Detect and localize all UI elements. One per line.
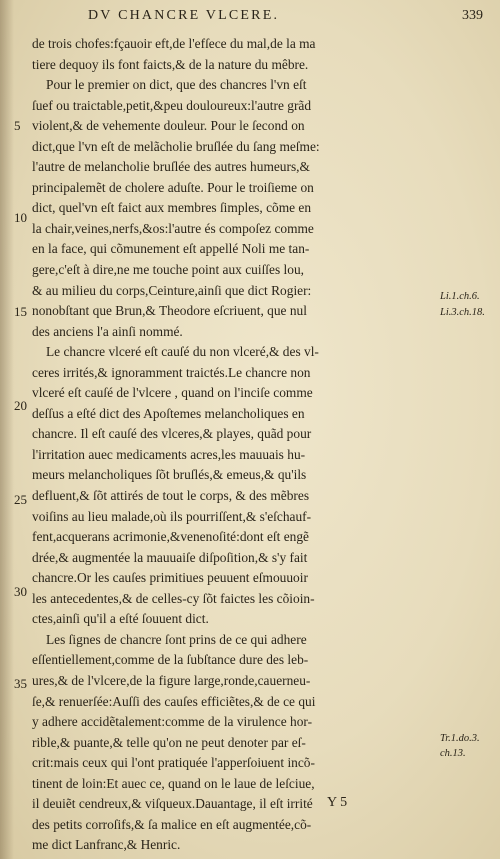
text-line: la chair,veines,nerfs,&os:l'autre és compoſez comme [32,220,314,236]
text-line: crit:mais ceux qui l'ont pratiquée l'apperſoiuent incõ- [32,755,315,771]
running-title: DV CHANCRE VLCERE. [88,8,280,23]
line-number-30: 30 [14,584,27,599]
text-line: il deuiẽt cendreux,& viſqueux.Dauantage, il eſt irrité [32,796,313,812]
line-number-15: 15 [14,304,27,319]
text-line: drée,& augmentée la mauuaiſe diſpoſition,& s'y fait [32,549,308,565]
margin-note: ch.13. [440,748,466,759]
text-line: ſuef ou traictable,petit,&peu douloureux:l'autre grãd [32,97,312,113]
gutter-shadow [0,0,14,859]
text-line: deſſus a eſté dict des Apoſtemes melancholiques en [32,405,305,421]
text-line: tinent de loin:Et auec ce, quand on le laue de leſciue, [32,775,315,791]
text-line: rible,& puante,& telle qu'on ne peut denoter par eſ- [32,734,306,750]
margin-note: Li.3.ch.18. [440,307,485,318]
text-line: l'irritation auec medicaments acres,les mauuais hu- [32,446,306,462]
text-line: en la face, qui cõmunement eſt appellé Noli me tan- [32,241,310,257]
margin-note: Li.1.ch.6. [440,291,480,302]
text-line: ures,& de l'vlcere,de la figure large,ronde,cauerneu- [32,672,311,688]
text-line: Le chancre vlceré eſt cauſé du non vlceré,& des vl- [46,344,319,360]
text-line: l'autre de melancholie bruſlée des autres humeurs,& [32,159,310,175]
text-line: voiſins au lieu malade,où ils pourriſſent,& s'eſchauf- [32,508,312,524]
text-line: chancre.Or les cauſes primitiues peuuent eſmouuoir [32,570,308,586]
text-line: les antecedentes,& de celles-cy ſõt faictes les cõioin- [32,590,315,606]
line-number-10: 10 [14,210,27,225]
text-line: ctes,ainſi qu'il a eſté ſouuent dict. [32,611,209,627]
text-line: y adhere accidẽtalement:comme de la virulence hor- [32,714,313,730]
page-header [88,8,483,30]
text-line: Pour le premier on dict, que des chancres l'vn eſt [46,77,307,93]
text-line: vlceré eſt cauſé de l'vlcere , quand on l'inciſe comme [32,385,313,401]
text-line: principalemẽt de cholere aduſte. Pour le troiſieme on [32,179,314,195]
text-line: dict,que l'vn eſt de melãcholie bruſlée du ſang meſme: [32,138,320,154]
text-line: & au milieu du corps,Ceinture,ainſi que dict Rogier: [32,282,312,298]
text-line: des petits corroſifs,& ſa malice en eſt augmentée,cõ- [32,816,312,832]
text-line: des anciens l'a ainſi nommé. [32,323,183,339]
text-line: Les ſignes de chancre ſont prins de ce qui adhere [46,631,307,647]
line-number-25: 25 [14,492,27,507]
text-line: ceres irrités,& ignoramment traictés.Le chancre non [32,364,311,380]
text-line: chancre. Il eſt cauſé des vlceres,& playes, quãd pour [32,426,312,442]
page-number: 339 [462,8,483,23]
text-line: dict, quel'vn eſt faict aux membres ſimples, cõme en [32,200,312,216]
text-line: violent,& de vehemente douleur. Pour le ſecond on [32,118,305,134]
text-line: eſſentiellement,comme de la ſubſtance dure des leb- [32,652,309,668]
text-line: tiere dequoy ils font faicts,& de la nature du mêbre. [32,56,309,72]
body-text [32,34,414,856]
line-number-35: 35 [14,676,27,691]
text-line: ſe,& renuerſée:Auſſi des cauſes efficiẽtes,& de ce qui [32,693,316,709]
text-line: me dict Lanfranc,& Henric. [32,837,181,853]
text-line: gere,c'eſt à dire,ne me touche point aux cuiſſes lou, [32,262,304,278]
text-line: fent,acquerans acrimonie,&venenoſité:dont eſt engẽ [32,529,309,545]
margin-note: Tr.1.do.3. [440,733,480,744]
text-line: defluent,& ſõt attirés de tout le corps, & des mẽbres [32,488,310,504]
text-line: de trois chofes:fçauoir eft,de l'efſece du mal,de la ma [32,36,316,51]
line-number-20: 20 [14,398,27,413]
catchword-signature: Y 5 [327,795,348,810]
text-line: nonobſtant que Brun,& Theodore eſcriuent, que nul [32,303,307,319]
line-number-5: 5 [14,118,21,133]
text-line: meurs melancholiques ſõt bruſlés,& emeus,& qu'ils [32,467,307,483]
